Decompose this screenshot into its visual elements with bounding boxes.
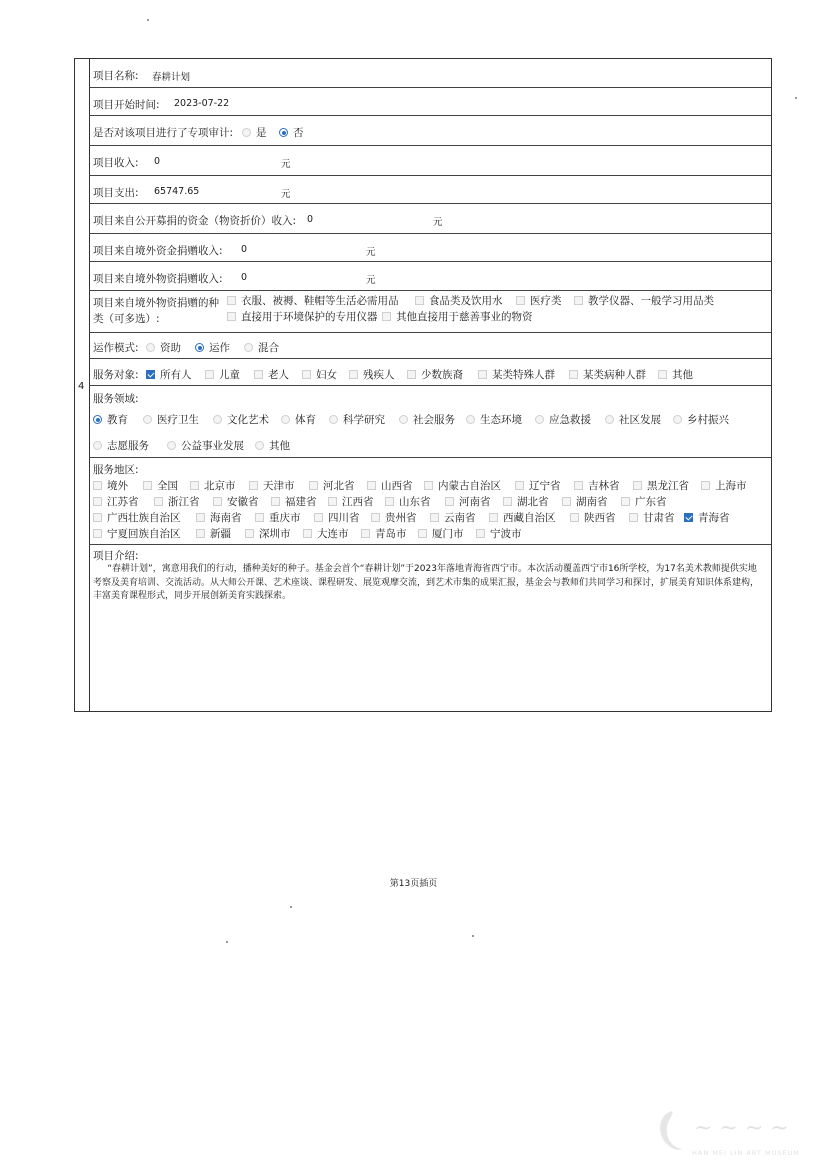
start-time-value: 2023-07-22 (174, 98, 230, 109)
field-option[interactable]: 社区发展 (605, 412, 661, 427)
region-option[interactable]: 山东省 (385, 494, 431, 509)
radio-unchecked-icon (143, 415, 152, 424)
project-form-table (74, 58, 772, 712)
radio-unchecked-icon (244, 343, 253, 352)
field-option[interactable]: 社会服务 (399, 412, 455, 427)
foreign-fund-row (89, 234, 771, 262)
intro-text: “春耕计划”，寓意用我们的行动，播种美好的种子。基金会首个“春耕计划”于2023年落地青海省西宁市。本次活动覆盖西宁市16所学校，为17名美术教师提供实地考察及美育培训、交流活动。从大师公开课、艺术座谈、课程研发、展览观摩交流，到艺术市集的成果汇报，基金会与教师们共同学习和探讨，扩展美育知识体系建构，丰富美育课程形式，同步开展创新美育实践探索。 (93, 564, 760, 601)
region-option[interactable]: 西藏自治区 (489, 510, 556, 525)
region-option[interactable]: 甘肃省 (629, 510, 675, 525)
goods-type-option[interactable]: 衣服、被褥、鞋帽等生活必需用品 (227, 293, 399, 308)
checkbox-icon (190, 481, 199, 490)
region-option[interactable]: 四川省 (314, 510, 360, 525)
checkbox-icon (621, 497, 630, 506)
region-option[interactable]: 广东省 (621, 494, 667, 509)
foreign-fund-value: 0 (241, 244, 248, 255)
checkbox-icon (445, 497, 454, 506)
goods-type-option[interactable]: 食品类及饮用水 (415, 293, 503, 308)
expense-unit: 元 (281, 189, 291, 200)
scan-speck (226, 941, 228, 943)
field-option[interactable]: 其他 (255, 438, 290, 453)
operation-option[interactable]: 运作 (195, 340, 230, 355)
target-option[interactable]: 某类特殊人群 (478, 367, 555, 382)
operation-option[interactable]: 资助 (146, 340, 181, 355)
field-option[interactable]: 文化艺术 (213, 412, 269, 427)
income-unit: 元 (281, 159, 291, 170)
foreign-goods-unit: 元 (366, 275, 376, 286)
field-option[interactable]: 教育 (93, 412, 128, 427)
public-raise-unit: 元 (433, 217, 443, 228)
checkbox-icon (227, 312, 236, 321)
region-option[interactable]: 陕西省 (570, 510, 616, 525)
region-option[interactable]: 山西省 (367, 478, 413, 493)
field-option[interactable]: 公益事业发展 (167, 438, 244, 453)
expense-row (89, 176, 771, 204)
checkbox-icon (516, 296, 525, 305)
operation-mode-label: 运作模式: (93, 342, 139, 354)
target-option[interactable]: 少数族裔 (407, 367, 463, 382)
radio-unchecked-icon (535, 415, 544, 424)
checkbox-icon (371, 513, 380, 522)
checkbox-checked-icon (146, 370, 155, 379)
checkbox-icon (93, 513, 102, 522)
field-option[interactable]: 乡村振兴 (673, 412, 729, 427)
start-time-row (89, 88, 771, 116)
income-label: 项目收入: (93, 157, 139, 169)
checkbox-icon (503, 497, 512, 506)
checkbox-icon (93, 529, 102, 538)
radio-unchecked-icon (399, 415, 408, 424)
checkbox-icon (424, 481, 433, 490)
radio-unchecked-icon (146, 343, 155, 352)
region-option[interactable]: 湖南省 (562, 494, 608, 509)
checkbox-icon (196, 513, 205, 522)
checkbox-icon (701, 481, 710, 490)
audit-option-no[interactable]: 否 (279, 125, 304, 140)
svg-text:HAN MEI LIN ART MUSEUM: HAN MEI LIN ART MUSEUM (692, 1149, 800, 1157)
foreign-goods-label: 项目来自境外物资捐赠收入: (93, 273, 223, 285)
region-option[interactable]: 海南省 (196, 510, 242, 525)
checkbox-icon (418, 529, 427, 538)
scan-speck (147, 19, 149, 21)
museum-watermark (652, 1105, 817, 1163)
start-time-label: 项目开始时间: (93, 99, 160, 111)
region-option[interactable]: 厦门市 (418, 526, 464, 541)
region-option[interactable]: 河北省 (309, 478, 355, 493)
checkbox-icon (562, 497, 571, 506)
checkbox-icon (367, 481, 376, 490)
checkbox-icon (415, 296, 424, 305)
radio-unchecked-icon (167, 441, 176, 450)
radio-unchecked-icon (329, 415, 338, 424)
region-option[interactable]: 青海省 (684, 510, 730, 525)
target-option[interactable]: 某类病种人群 (569, 367, 646, 382)
expense-value: 65747.65 (154, 186, 200, 197)
region-option[interactable]: 广西壮族自治区 (93, 510, 181, 525)
scan-speck (795, 97, 797, 99)
checkbox-icon (570, 513, 579, 522)
region-option[interactable]: 辽宁省 (515, 478, 561, 493)
project-name-label: 项目名称: (93, 70, 139, 82)
checkbox-icon (574, 296, 583, 305)
region-option[interactable]: 大连市 (303, 526, 349, 541)
checkbox-icon (361, 529, 370, 538)
region-option[interactable]: 青岛市 (361, 526, 407, 541)
intro-label: 项目介绍: (93, 550, 139, 562)
audit-label: 是否对该项目进行了专项审计: (93, 127, 234, 139)
checkbox-icon (196, 529, 205, 538)
index-column (75, 59, 90, 711)
field-option[interactable]: 志愿服务 (93, 438, 149, 453)
region-option[interactable]: 天津市 (249, 478, 295, 493)
project-name-value: 春耕计划 (152, 72, 191, 83)
operation-option[interactable]: 混合 (244, 340, 279, 355)
checkbox-icon (476, 529, 485, 538)
audit-row (89, 116, 771, 146)
region-option[interactable]: 江西省 (328, 494, 374, 509)
page-footer: 第13页插页 (389, 879, 438, 889)
checkbox-icon (303, 529, 312, 538)
checkbox-icon (407, 370, 416, 379)
goods-type-option[interactable]: 教学仪器、一般学习用品类 (574, 293, 714, 308)
expense-label: 项目支出: (93, 187, 139, 199)
audit-option-yes[interactable]: 是 (242, 125, 267, 140)
region-option[interactable]: 新疆 (196, 526, 231, 541)
region-option[interactable]: 重庆市 (255, 510, 301, 525)
public-raise-label: 项目来自公开募捐的资金（物资折价）收入: (93, 215, 297, 227)
row-index: 4 (78, 381, 85, 392)
foreign-goods-value: 0 (241, 272, 248, 283)
goods-type-option[interactable]: 直接用于环境保护的专用仪器 (227, 309, 378, 324)
target-option[interactable]: 所有人 (146, 367, 192, 382)
target-option[interactable]: 儿童 (205, 367, 240, 382)
checkbox-icon (154, 497, 163, 506)
region-option[interactable]: 宁夏回族自治区 (93, 526, 181, 541)
service-target-row (89, 359, 771, 386)
intro-row (89, 545, 771, 713)
region-option[interactable]: 北京市 (190, 478, 236, 493)
foreign-goods-row (89, 262, 771, 291)
checkbox-icon (249, 481, 258, 490)
region-option[interactable]: 河南省 (445, 494, 491, 509)
scan-speck (472, 935, 474, 937)
museum-logo-icon (652, 1105, 817, 1163)
target-option[interactable]: 老人 (254, 367, 289, 382)
goods-types-row (89, 291, 771, 333)
radio-unchecked-icon (255, 441, 264, 450)
checkbox-icon (382, 312, 391, 321)
goods-types-label-line1: 项目来自境外物资捐赠的种 (93, 297, 219, 309)
checkbox-icon (349, 370, 358, 379)
radio-checked-icon (195, 343, 204, 352)
checkbox-icon (385, 497, 394, 506)
income-row (89, 146, 771, 176)
checkbox-icon (478, 370, 487, 379)
region-option[interactable]: 贵州省 (371, 510, 417, 525)
checkbox-icon (205, 370, 214, 379)
target-option[interactable]: 妇女 (302, 367, 337, 382)
radio-unchecked-icon (93, 441, 102, 450)
checkbox-icon (629, 513, 638, 522)
public-raise-value: 0 (307, 214, 314, 225)
checkbox-icon (93, 497, 102, 506)
checkbox-icon (430, 513, 439, 522)
service-field-label: 服务领域: (93, 393, 139, 405)
region-option[interactable]: 黑龙江省 (633, 478, 689, 493)
target-option[interactable]: 残疾人 (349, 367, 395, 382)
checkbox-icon (328, 497, 337, 506)
region-option[interactable]: 境外 (93, 478, 128, 493)
region-option[interactable]: 湖北省 (503, 494, 549, 509)
region-option[interactable]: 深圳市 (245, 526, 291, 541)
svg-text:~ ~ ~ ~: ~ ~ ~ ~ (694, 1116, 789, 1141)
service-region-row (89, 458, 771, 545)
radio-unchecked-icon (466, 415, 475, 424)
checkbox-icon (143, 481, 152, 490)
field-option[interactable]: 应急救援 (535, 412, 591, 427)
service-field-row (89, 386, 771, 458)
checkbox-icon (255, 513, 264, 522)
region-option[interactable]: 吉林省 (574, 478, 620, 493)
checkbox-icon (489, 513, 498, 522)
field-option[interactable]: 医疗卫生 (143, 412, 199, 427)
checkbox-icon (227, 296, 236, 305)
region-option[interactable]: 云南省 (430, 510, 476, 525)
operation-mode-row (89, 333, 771, 359)
goods-type-option[interactable]: 医疗类 (516, 293, 562, 308)
checkbox-icon (93, 481, 102, 490)
checkbox-icon (309, 481, 318, 490)
checkbox-icon (302, 370, 311, 379)
region-option[interactable]: 上海市 (701, 478, 747, 493)
region-option[interactable]: 宁波市 (476, 526, 522, 541)
radio-unchecked-icon (281, 415, 290, 424)
checkbox-icon (633, 481, 642, 490)
field-option[interactable]: 体育 (281, 412, 316, 427)
field-option[interactable]: 科学研究 (329, 412, 385, 427)
region-option[interactable]: 内蒙古自治区 (424, 478, 501, 493)
checkbox-icon (245, 529, 254, 538)
scan-speck (290, 906, 292, 908)
checkbox-checked-icon (684, 513, 693, 522)
region-option[interactable]: 福建省 (271, 494, 317, 509)
checkbox-icon (314, 513, 323, 522)
checkbox-icon (569, 370, 578, 379)
region-option[interactable]: 浙江省 (154, 494, 200, 509)
project-name-row (89, 59, 771, 88)
radio-unchecked-icon (242, 128, 251, 137)
checkbox-icon (213, 497, 222, 506)
checkbox-icon (658, 370, 667, 379)
income-value: 0 (154, 156, 161, 167)
service-target-label: 服务对象: (93, 369, 139, 381)
foreign-fund-label: 项目来自境外资金捐赠收入: (93, 245, 223, 257)
radio-unchecked-icon (673, 415, 682, 424)
target-option[interactable]: 其他 (658, 367, 693, 382)
radio-checked-icon (93, 415, 102, 424)
checkbox-icon (574, 481, 583, 490)
checkbox-icon (271, 497, 280, 506)
region-option[interactable]: 安徽省 (213, 494, 259, 509)
region-option[interactable]: 全国 (143, 478, 178, 493)
region-option[interactable]: 江苏省 (93, 494, 139, 509)
goods-types-label-line2: 类（可多选）: (93, 313, 160, 325)
radio-unchecked-icon (213, 415, 222, 424)
checkbox-icon (515, 481, 524, 490)
checkbox-icon (254, 370, 263, 379)
field-option[interactable]: 生态环境 (466, 412, 522, 427)
radio-unchecked-icon (605, 415, 614, 424)
radio-checked-icon (279, 128, 288, 137)
goods-type-option[interactable]: 其他直接用于慈善事业的物资 (382, 309, 533, 324)
service-region-label: 服务地区: (93, 464, 139, 476)
public-raise-row (89, 204, 771, 234)
foreign-fund-unit: 元 (366, 247, 376, 258)
